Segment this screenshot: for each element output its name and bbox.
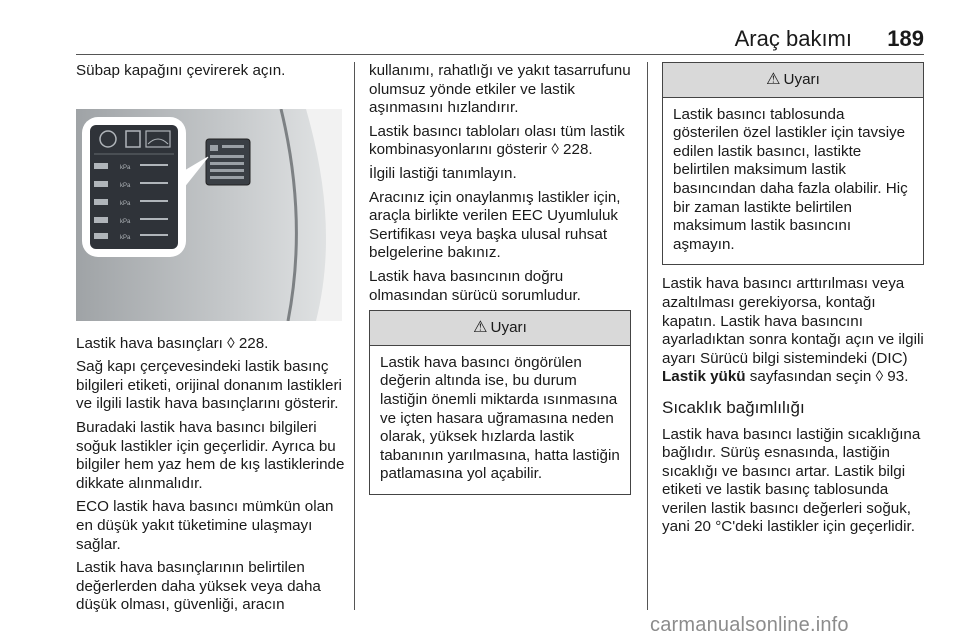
column-1 (76, 62, 348, 620)
column-3 (662, 62, 924, 542)
warning-header (663, 63, 923, 98)
tire-pressure-label-illustration (76, 109, 342, 321)
paragraph: kullanımı, rahatlığı ve yakıt tasarrufunu olumsuz yönde etkiler ve lastik aşınmasını hızlandırır. (369, 62, 631, 117)
watermark: carmanualsonline.info (650, 614, 849, 636)
kpa-label: kPa (120, 234, 131, 241)
section-title: Araç bakımı (734, 26, 852, 51)
paragraph: Lastik hava basıncı lastiğin sıcaklığına bağlıdır. Sürüş esnasında, lastiğin sıcaklığı ve basıncı artar. Lastik bilgi etiketi ve lastik basınç tablosunda verilen lastik basıncı değerleri soğuk, yani 20 °C'deki lastikler için geçerlidir. (662, 425, 921, 536)
paragraph: Aracınız için onaylanmış lastikler için, araçla birlikte verilen EEC Uyumluluk Sertifikası veya başka ulusal ruhsat belgelerine bakınız. (369, 188, 621, 262)
paragraph: İlgili lastiği tanımlayın. (369, 164, 517, 182)
warning-header (370, 311, 630, 346)
warning-title: Uyarı (490, 319, 527, 337)
intro-text: Sübap kapağını çevirerek açın. (76, 62, 286, 79)
paragraph: Buradaki lastik hava basıncı bilgileri soğuk lastikler için geçerlidir. Ayrıca bu bilgiler hem yaz hem de kış lastiklerinde dikkate alınmalıdır. (76, 418, 345, 492)
page-number: 189 (887, 26, 924, 51)
section-subheading: Sıcaklık bağımlılığı (662, 397, 805, 417)
paragraph: ECO lastik hava basıncı mümkün olan en düşük yakıt tüketimine ulaşmayı sağlar. (76, 498, 334, 553)
paragraph: Lastik hava basıncının doğru olmasından sürücü sorumludur. (369, 267, 581, 304)
warning-text: Lastik basıncı tablosunda gösterilen özel lastikler için tavsiye edilen lastik basıncı, lastikte belirtilen maksimum lastik basıncından daha fazla olabilir. Hiç bir zaman lastikte belirtilen maksimum lastik basıncını aşmayın. (673, 105, 908, 253)
paragraph: Sağ kapı çerçevesindeki lastik basınç bilgileri etiketi, orijinal donanım lastikleri ve ilgili lastik hava basınçlarını gösterir. (76, 358, 342, 413)
warning-box (369, 310, 631, 495)
dic-page-name: Lastik yükü (662, 368, 746, 386)
warning-icon: ⚠ (766, 71, 781, 88)
warning-box (662, 62, 924, 265)
column-divider-2 (647, 62, 648, 610)
warning-icon: ⚠ (473, 319, 488, 337)
column-2 (369, 62, 631, 505)
page-header (0, 0, 960, 56)
header-divider (76, 54, 924, 55)
warning-title: Uyarı (783, 71, 820, 88)
paragraph-text: Lastik hava basıncı arttırılması veya azaltılması gerekiyorsa, kontağı kapatın. Lastik hava basıncını ayarladıktan sonra kontağı açın ve ilgili ayarı Sürücü bilgi sistemindeki (DIC) (662, 275, 924, 367)
kpa-label: kPa (120, 164, 131, 171)
paragraph (662, 275, 924, 387)
paragraph: Lastik basıncı tabloları olası tüm lastik kombinasyonlarını gösterir ◊ 228. (369, 122, 625, 159)
column-divider-1 (354, 62, 355, 610)
kpa-label: kPa (120, 182, 131, 189)
kpa-label: kPa (120, 218, 131, 225)
kpa-label: kPa (120, 200, 131, 207)
figure-caption: Lastik hava basınçları ◊ 228. (76, 334, 269, 352)
warning-text: Lastik hava basıncı öngörülen değerin altında ise, bu durum lastiğin önemli miktarda ısınmasına ve içten hasara uğramasına neden olarak, yüksek hızlarda lastik tabanının yarılmasına, hatta lastiğin patlamasına yol açabilir. (380, 353, 620, 483)
paragraph-text: sayfasından seçin ◊ 93. (745, 368, 909, 386)
paragraph: Lastik hava basınçlarının belirtilen değerlerden daha yüksek veya daha düşük olması, güvenliği, aracın (76, 559, 321, 614)
